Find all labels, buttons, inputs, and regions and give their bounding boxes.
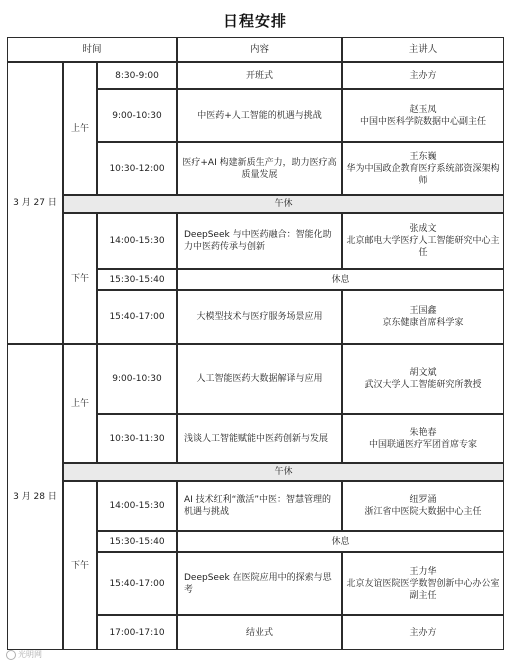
day1-row4-speaker <box>342 213 504 269</box>
day1-row2-content: 中医药+人工智能的机遇与挑战 <box>177 89 342 142</box>
day1-row5-time: 15:40-17:00 <box>97 290 177 344</box>
watermark-text: 光明网 <box>18 650 42 659</box>
speaker-name: 张成文 <box>409 224 437 234</box>
day2-afternoon: 下午 <box>63 481 97 650</box>
day2-row1-speaker <box>342 344 504 414</box>
speaker-name: 王东巍 <box>409 151 437 162</box>
day2-break-time: 15:30-15:40 <box>97 531 177 552</box>
speaker-title: 京东健康首席科学家 <box>382 318 464 328</box>
speaker-name: 赵玉凤 <box>409 104 437 115</box>
day1-row1-speaker: 主办方 <box>342 62 504 89</box>
day1-date: 3 月 27 日 <box>7 62 63 344</box>
speaker-name: 王国鑫 <box>409 306 437 316</box>
speaker-title: 中国中医科学院数据中心副主任 <box>359 116 486 127</box>
speaker-title: 浙江省中医院大数据中心主任 <box>364 507 482 517</box>
day2-row1-content: 人工智能医药大数据解译与应用 <box>177 344 342 414</box>
speaker-name: 朱艳春 <box>409 427 437 438</box>
day1-morning: 上午 <box>63 62 97 195</box>
day2-row4-time: 15:40-17:00 <box>97 552 177 615</box>
day2-row5-content: 结业式 <box>177 615 342 650</box>
day1-row2-time: 9:00-10:30 <box>97 89 177 142</box>
day1-lunch-break: 午休 <box>63 195 504 213</box>
day2-morning: 上午 <box>63 344 97 463</box>
speaker-title: 北京友谊医院医学数智创新中心办公室副主任 <box>346 578 500 601</box>
day2-row4-content: DeepSeek 在医院应用中的探索与思考 <box>177 552 342 615</box>
day1-row3-speaker <box>342 142 504 195</box>
speaker-title: 中国联通医疗军团首席专家 <box>368 439 477 450</box>
day2-row2-content: 浅谈人工智能赋能中医药创新与发展 <box>177 414 342 463</box>
day1-row4-content: DeepSeek 与中医药融合：智能化助力中医药传承与创新 <box>177 213 342 269</box>
day2-break-label: 休息 <box>177 531 504 552</box>
day2-row2-speaker <box>342 414 504 463</box>
day2-lunch-break: 午休 <box>63 463 504 481</box>
speaker-title: 华为中国政企教育医疗系统部资深架构师 <box>346 163 500 186</box>
day1-break-label: 休息 <box>177 269 504 290</box>
speaker-name: 纽罗涌 <box>409 495 437 505</box>
day1-row1-content: 开班式 <box>177 62 342 89</box>
header-speaker: 主讲人 <box>342 37 504 62</box>
day1-row5-content: 大模型技术与医疗服务场景应用 <box>177 290 342 344</box>
day2-row5-time: 17:00-17:10 <box>97 615 177 650</box>
day2-row3-speaker <box>342 481 504 531</box>
day2-row5-speaker: 主办方 <box>342 615 504 650</box>
speaker-title: 武汉大学人工智能研究所教授 <box>364 380 482 390</box>
day1-row3-content: 医疗+AI 构建新质生产力，助力医疗高质量发展 <box>177 142 342 195</box>
day2-row3-content: AI 技术红利“激活”中医：智慧管理的机遇与挑战 <box>177 481 342 531</box>
watermark <box>6 649 42 660</box>
day1-break-time: 15:30-15:40 <box>97 269 177 290</box>
day1-row2-speaker <box>342 89 504 142</box>
day2-row1-time: 9:00-10:30 <box>97 344 177 414</box>
speaker-name: 王力华 <box>409 566 437 577</box>
day1-row3-time: 10:30-12:00 <box>97 142 177 195</box>
day1-afternoon: 下午 <box>63 213 97 344</box>
speaker-name: 胡文斌 <box>409 368 437 378</box>
day2-row2-time: 10:30-11:30 <box>97 414 177 463</box>
day1-row4-time: 14:00-15:30 <box>97 213 177 269</box>
page-title: 日程安排 <box>222 12 287 30</box>
day2-row4-speaker <box>342 552 504 615</box>
logo-icon <box>6 650 16 660</box>
header-content: 内容 <box>177 37 342 62</box>
day1-row1-time: 8:30-9:00 <box>97 62 177 89</box>
speaker-title: 北京邮电大学医疗人工智能研究中心主任 <box>346 236 500 258</box>
header-time: 时间 <box>7 37 177 62</box>
day2-date: 3 月 28 日 <box>7 344 63 650</box>
day2-row3-time: 14:00-15:30 <box>97 481 177 531</box>
day1-row5-speaker <box>342 290 504 344</box>
schedule-table <box>7 37 504 650</box>
